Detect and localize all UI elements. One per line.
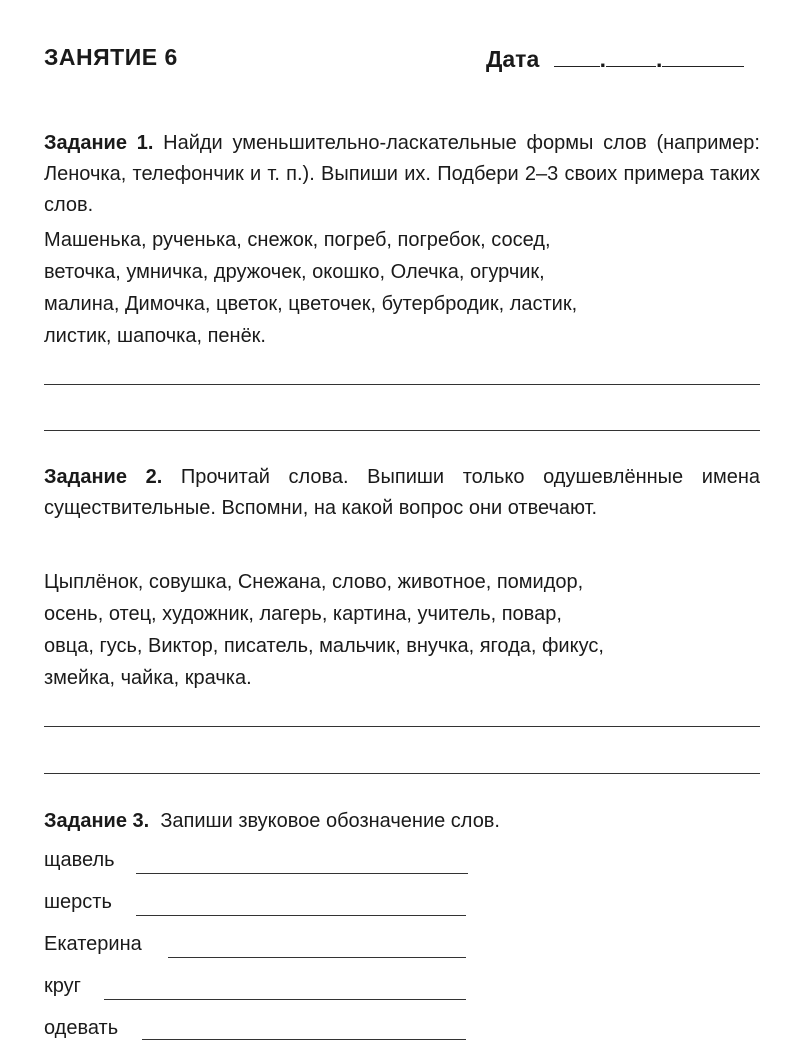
task-1-word-list — [44, 224, 760, 352]
date-separator: . — [599, 46, 607, 72]
task-1-text: Найди уменьшительно-ласкательные формы слов (например: Леночка, телефончик и т. п.). Выпиши их. Подбери 2–3 своих примера таких слов. — [44, 132, 760, 216]
sound-row — [44, 1017, 118, 1040]
task-2-answer-line[interactable] — [44, 726, 760, 727]
sound-row — [44, 891, 112, 914]
sound-row — [44, 849, 115, 872]
date-separator: . — [656, 46, 663, 72]
word-line: малина, Димочка, цветок, цветочек, бутербродик, ластик, — [44, 293, 578, 315]
task-1-instruction — [44, 128, 760, 221]
sound-answer-line[interactable] — [104, 999, 466, 1000]
sound-answer-line[interactable] — [168, 957, 466, 958]
word-line: веточка, умничка, дружочек, окошко, Олечка, огурчик, — [44, 261, 545, 283]
date-year-blank[interactable] — [662, 44, 744, 67]
word-line: Цыплёнок, совушка, Снежана, слово, животное, помидор, — [44, 571, 584, 593]
task-3-instruction — [44, 806, 760, 837]
sound-word: щавель — [44, 849, 115, 871]
sound-answer-line[interactable] — [136, 873, 468, 874]
task-2-answer-line[interactable] — [44, 773, 760, 774]
sound-word: Екатерина — [44, 933, 142, 955]
task-2-text: Прочитай слова. Выпиши только одушевлённые имена существительные. Вспомни, на какой вопрос они отвечают. — [44, 466, 760, 519]
task-3-label: Задание 3. — [44, 810, 150, 832]
sound-row — [44, 975, 81, 998]
task-3-text: Запиши звуковое обозначение слов. — [160, 810, 500, 832]
word-line: овца, гусь, Виктор, писатель, мальчик, внучка, ягода, фикус, — [44, 635, 604, 657]
word-line: осень, отец, художник, лагерь, картина, учитель, повар, — [44, 603, 562, 625]
task-1-answer-line[interactable] — [44, 384, 760, 385]
sound-word: одевать — [44, 1017, 119, 1039]
lesson-title: ЗАНЯТИЕ 6 — [44, 44, 178, 70]
date-day-blank[interactable] — [554, 44, 600, 67]
sound-word: шерсть — [44, 891, 112, 913]
word-line: Машенька, рученька, снежок, погреб, погребок, сосед, — [44, 229, 551, 251]
sound-row — [44, 933, 142, 956]
task-2-word-list — [44, 566, 760, 694]
task-2-label: Задание 2. — [44, 466, 163, 488]
sound-word: круг — [44, 975, 81, 997]
task-1-label: Задание 1. — [44, 132, 154, 154]
sound-answer-line[interactable] — [136, 915, 466, 916]
word-line: змейка, чайка, крачка. — [44, 667, 252, 689]
date-label: Дата — [486, 46, 540, 72]
date-month-blank[interactable] — [606, 44, 656, 67]
sound-answer-line[interactable] — [142, 1039, 466, 1040]
task-2-instruction — [44, 462, 760, 524]
task-1-answer-line[interactable] — [44, 430, 760, 431]
word-line: листик, шапочка, пенёк. — [44, 325, 266, 347]
date-field — [486, 44, 744, 73]
